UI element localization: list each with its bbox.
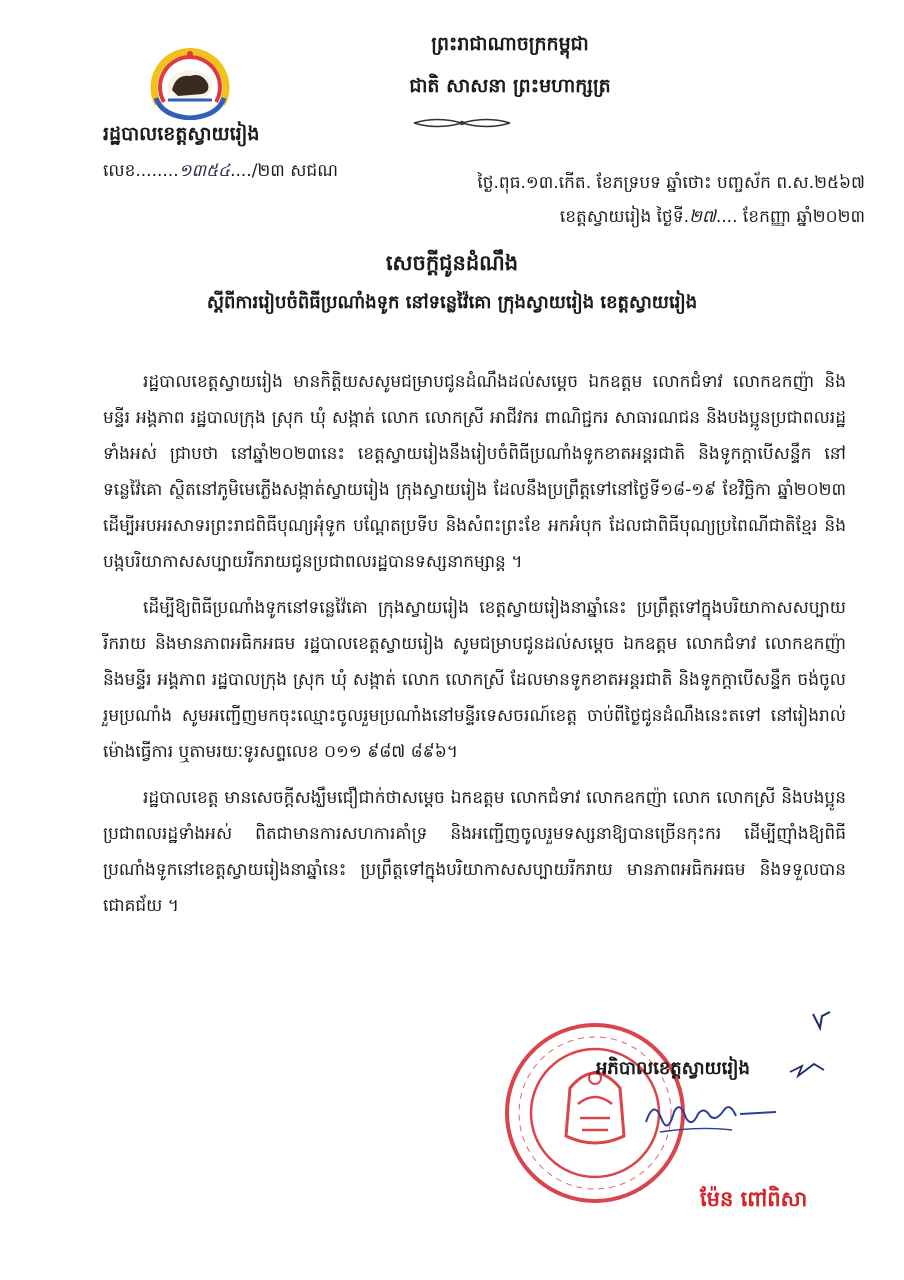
document-body [103, 364, 846, 934]
solar-date [420, 206, 865, 231]
issuing-authority: រដ្ឋបាលខេត្តស្វាយរៀង [103, 123, 260, 145]
signatory-name: ម៉ែន ពៅពិសា [700, 1187, 808, 1211]
body-paragraph-3: រដ្ឋបាលខេត្ត មានសេចក្តីសង្ឃឹមជឿជាក់ថាសម្តេច ឯកឧត្តម លោកជំទាវ លោកឧកញ៉ា លោក លោកស្រី និងបងប្អូនប្រជាពលរដ្ឋទាំងអស់ ពិតជាមានការសហការគាំទ្រ និងអញ្ជើញចូលរួមទស្សនាឱ្យបានច្រើនកុះករ ដើម្បីញ៉ាំងឱ្យពិធីប្រណាំងទូកនៅខេត្តស្វាយរៀងនាឆ្នាំនេះ ប្រព្រឹត្តទៅក្នុងបរិយាកាសសប្បាយរីករាយ មានភាពអធិកអធម និងទទួលបានជោគជ័យ ។ [103, 788, 846, 916]
document-subject: ស្តីពីការរៀបចំពិធីប្រណាំងទូក នៅទន្លេវ៉ៃគោ ក្រុងស្វាយរៀង ខេត្តស្វាយរៀង [206, 292, 698, 313]
kingdom-title: ព្រះរាជាណាចក្រកម្ពុជា [431, 33, 589, 55]
handwritten-signature [640, 1092, 780, 1142]
handwritten-tick-mark [810, 1008, 834, 1032]
solar-day: ២៧ [689, 207, 716, 227]
ref-suffix: ..../២៣ សជណ [230, 161, 338, 181]
provincial-emblem-logo [150, 42, 230, 120]
solar-date-prefix: ខេត្តស្វាយរៀង ថ្ងៃទី. [559, 207, 690, 227]
handwritten-initial-mark [788, 1058, 828, 1080]
body-paragraph-1: រដ្ឋបាលខេត្តស្វាយរៀង មានកិត្តិយសសូមជម្រាបជូនដំណឹងដល់សម្តេច ឯកឧត្តម លោកជំទាវ លោកឧកញ៉ា និងមន្ទីរ អង្គភាព រដ្ឋបាលក្រុង ស្រុក ឃុំ សង្កាត់ លោក លោកស្រី អាជីវករ ពាណិជ្ជករ សាធារណជន និងបងប្អូនប្រជាពលរដ្ឋទាំងអស់ ជ្រាបថា នៅឆ្នាំ២០២៣នេះ ខេត្តស្វាយរៀងនឹងរៀបចំពិធីប្រណាំងទូកខាតអន្តរជាតិ និងទូកក្តាបើសន្ទឹក នៅទន្លេវ៉ៃគោ ស្ថិតនៅភូមិមេភ្លើងសង្កាត់ស្វាយរៀង ក្រុងស្វាយរៀង ដែលនឹងប្រព្រឹត្តទៅនៅថ្ងៃទី១៨-១៩ ខែវិច្ឆិកា ឆ្នាំ២០២៣ ដើម្បីអបអរសាទរព្រះរាជពិធីបុណ្យអុំទូក បណ្តែតប្រទីប និងសំពះព្រះខែ អកអំបុក ដែលជាពិធីបុណ្យប្រពៃណីជាតិខ្មែរ និងបង្កបរិយាកាសសប្បាយរីករាយជូនប្រជាពលរដ្ឋបានទស្សនាកម្សាន្ត ។ [103, 372, 846, 572]
solar-date-suffix: .... ខែកញ្ញា ឆ្នាំ២០២៣ [715, 207, 865, 227]
lunar-date: ថ្ងៃ.ពុធ.១៣.កើត. ខែភទ្របទ ឆ្នាំថោះ បញ្ចស័ក ព.ស.២៥៦៧ [477, 173, 865, 193]
body-paragraph-2: ដើម្បីឱ្យពិធីប្រណាំងទូកនៅទន្លេវ៉ៃគោ ក្រុងស្វាយរៀង ខេត្តស្វាយរៀងនាឆ្នាំនេះ ប្រព្រឹត្តទៅក្នុងបរិយាកាសសប្បាយរីករាយ និងមានភាពអធិកអធម រដ្ឋបាលខេត្តស្វាយរៀង សូមជម្រាបជូនដល់សម្តេច ឯកឧត្តម លោកជំទាវ លោកឧកញ៉ា និងមន្ទីរ អង្គភាព រដ្ឋបាលក្រុង ស្រុក ឃុំ សង្កាត់ លោក លោកស្រី ដែលមានទូកខាតអន្តរជាតិ និងទូកក្តាបើសន្ទឹក ចង់ចូលរួមប្រណាំង សូមអញ្ជើញមកចុះឈ្មោះចូលរួមប្រណាំងនៅមន្ទីរទេសចរណ៍ខេត្ត ចាប់ពីថ្ងៃជូនដំណឹងនេះតទៅ នៅរៀងរាល់ម៉ោងធ្វើការ ឬតាមរយៈទូរសព្ទលេខ ០១១ ៩៨៧ ៨៩៦។ [103, 598, 846, 762]
signatory-title: អភិបាលខេត្តស្វាយរៀង [596, 1058, 750, 1079]
ref-number: ១៣៥៤ [178, 161, 231, 181]
reference-number [103, 160, 338, 185]
ornament-divider [412, 116, 512, 130]
document-title: សេចក្តីជូនដំណឹង [385, 251, 519, 275]
ref-prefix: លេខ........ [103, 161, 179, 181]
national-motto: ជាតិ សាសនា ព្រះមហាក្សត្រ [409, 75, 611, 97]
